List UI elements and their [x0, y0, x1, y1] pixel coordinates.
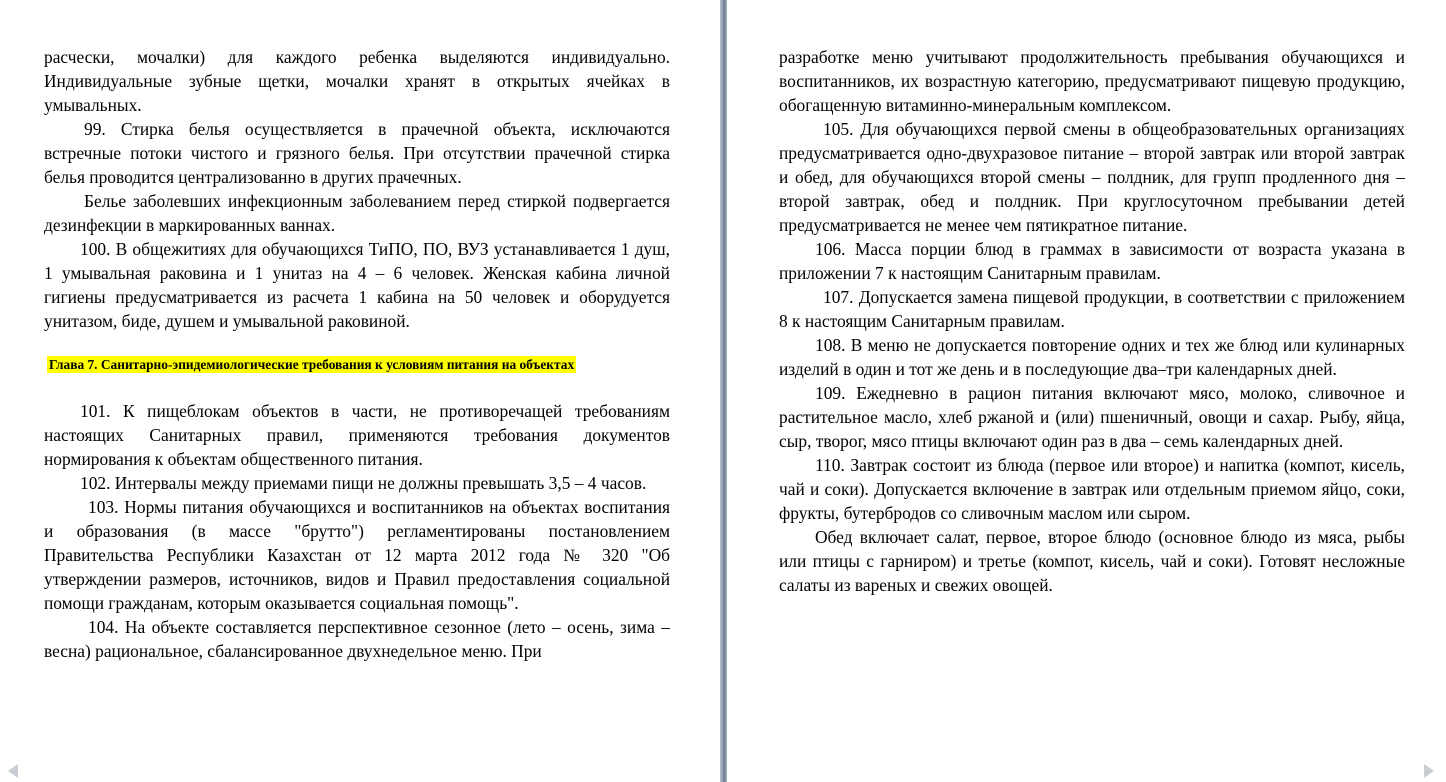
page-gutter	[720, 0, 727, 782]
paragraph: Белье заболевших инфекционным заболеванием перед стиркой подвергается дезинфекции в маркированных ваннах.	[44, 191, 670, 235]
paragraph-108: 108. В меню не допускается повторение одних и тех же блюд или кулинарных изделий в один и тот же день и в последующие два–три календарных дней.	[779, 335, 1405, 379]
arrow-right-icon[interactable]	[1424, 764, 1434, 778]
chapter-heading: Глава 7. Санитарно-эпидемиологические требования к условиям питания на объектах	[49, 357, 575, 372]
paragraph-103: 103. Нормы питания обучающихся и воспитанников на объектах воспитания и образования (в массе "брутто") регламентированы постановлением Правительства Республики Казахстан от 12 марта 2012 года № 320 "Об утверждении размеров, источников, видов и Правил предоставления социальной помощи гражданам, которым оказывается социальная помощь".	[44, 497, 670, 613]
arrow-left-icon[interactable]	[8, 764, 18, 778]
paragraph-101: 101. К пищеблокам объектов в части, не противоречащей требованиям настоящих Санитарных правил, применяются требования документов нормирования к объектам общественного питания.	[44, 401, 670, 469]
paragraph-106: 106. Масса порции блюд в граммах в зависимости от возраста указана в приложении 7 к настоящим Санитарным правилам.	[779, 239, 1405, 283]
left-text-column	[44, 45, 670, 663]
chapter-heading-wrap	[47, 353, 670, 375]
paragraph: Обед включает салат, первое, второе блюдо (основное блюдо из мяса, рыбы или птицы с гарниром) и третье (компот, кисель, чай и соки). Готовят несложные салаты из вареных и свежих овощей.	[779, 527, 1405, 595]
paragraph-104: 104. На объекте составляется перспективное сезонное (лето – осень, зима – весна) рациональное, сбалансированное двухнедельное меню. При	[44, 617, 670, 661]
left-page	[0, 0, 720, 782]
paragraph-102: 102. Интервалы между приемами пищи не должны превышать 3,5 – 4 часов.	[80, 473, 647, 493]
paragraph-107: 107. Допускается замена пищевой продукции, в соответствии с приложением 8 к настоящим Санитарным правилам.	[779, 287, 1405, 331]
paragraph-100: 100. В общежитиях для обучающихся ТиПО, ПО, ВУЗ устанавливается 1 душ, 1 умывальная раковина и 1 унитаз на 4 – 6 человек. Женская кабина личной гигиены предусматривается из расчета 1 кабина на 50 человек и оборудуется унитазом, биде, душем и умывальной раковиной.	[44, 239, 670, 331]
paragraph-99: 99. Стирка белья осуществляется в прачечной объекта, исключаются встречные потоки чистого и грязного белья. При отсутствии прачечной стирка белья проводится централизованно в других прачечных.	[44, 119, 670, 187]
right-page	[727, 0, 1446, 782]
paragraph-110: 110. Завтрак состоит из блюда (первое или второе) и напитка (компот, кисель, чай и соки). Допускается включение в завтрак или отдельным приемом яйцо, соки, фрукты, бутербродов со сливочным маслом или сыром.	[779, 455, 1405, 523]
paragraph: расчески, мочалки) для каждого ребенка выделяются индивидуально. Индивидуальные зубные щетки, мочалки хранят в открытых ячейках в умывальных.	[44, 47, 670, 115]
paragraph: разработке меню учитывают продолжительность пребывания обучающихся и воспитанников, их возрастную категорию, предусматривают пищевую продукцию, обогащенную витаминно-минеральным комплексом.	[779, 47, 1405, 115]
paragraph-109: 109. Ежедневно в рацион питания включают мясо, молоко, сливочное и растительное масло, хлеб ржаной и (или) пшеничный, овощи и сахар. Рыбу, яйца, сыр, творог, мясо птицы включают один раз в два – семь календарных дней.	[779, 383, 1405, 451]
paragraph-105: 105. Для обучающихся первой смены в общеобразовательных организациях предусматривается одно-двухразовое питание – второй завтрак или второй завтрак и обед, для обучающихся второй смены – полдник, для групп продленного дня – второй завтрак, обед и полдник. При круглосуточном пребывании детей предусматривается не менее чем пятикратное питание.	[779, 119, 1405, 235]
right-text-column	[779, 45, 1405, 597]
